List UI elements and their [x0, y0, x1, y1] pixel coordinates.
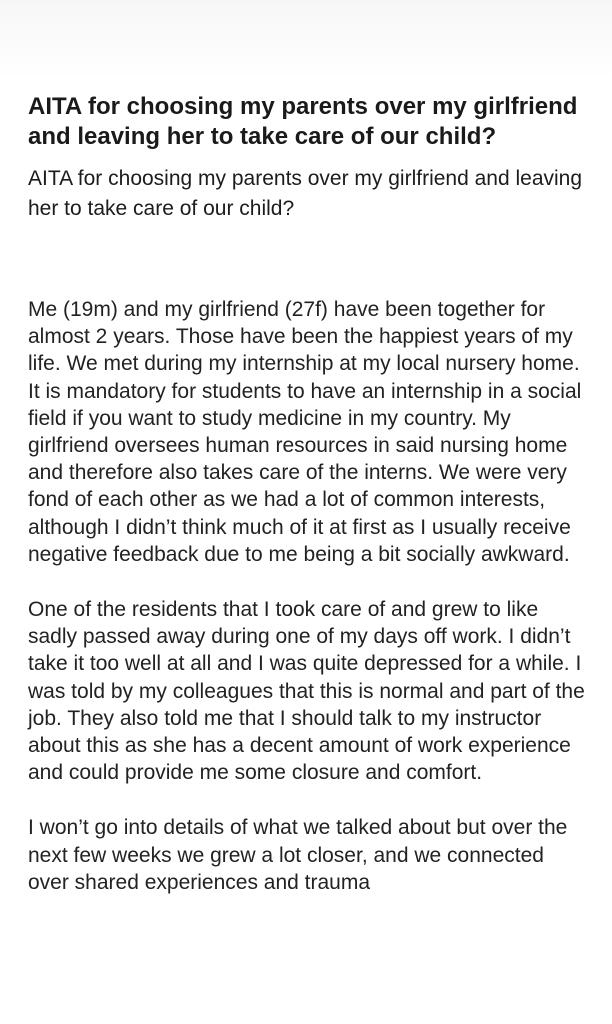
post-body — [28, 296, 588, 896]
post-paragraph-3: I won’t go into details of what we talked about but over the next few weeks we grew a lot closer, and we connected over shared experiences and trauma — [28, 816, 568, 894]
post-title: AITA for choosing my parents over my girlfriend and leaving her to take care of our child? — [28, 93, 578, 150]
post-paragraph-1: Me (19m) and my girlfriend (27f) have been together for almost 2 years. Those have been the happiest years of my life. We met during my internship at my local nursery home. It is mandatory for students to have an internship in a social field if you want to study medicine in my country. My girlfriend oversees human resources in said nursing home and therefore also takes care of the interns. We were very fond of each other as we had a lot of common interests, although I didn’t think much of it at first as I usually receive negative feedback due to me being a bit socially awkward. — [28, 298, 582, 566]
post-paragraph-2: One of the residents that I took care of and grew to like sadly passed away during one of my days off work. I didn’t take it too well at all and I was quite depressed for a while. I was told by my colleagues that this is normal and part of the job. They also told me that I should talk to my instructor about this as she has a decent amount of work experience and could provide me some closure and comfort. — [28, 598, 585, 785]
post-subtitle: AITA for choosing my parents over my girlfriend and leaving her to take care of our child? — [28, 167, 583, 220]
top-fade — [0, 0, 612, 78]
post-content — [28, 92, 588, 924]
